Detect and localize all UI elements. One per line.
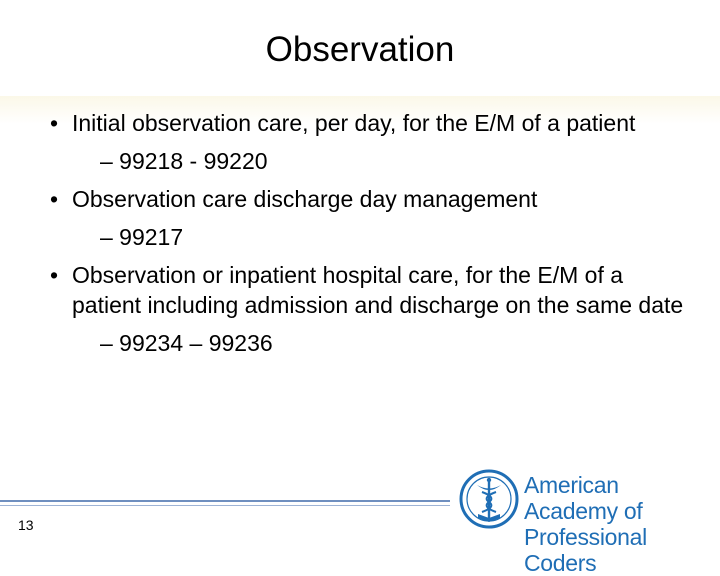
aapc-logo: [458, 466, 712, 576]
page-number: 13: [18, 517, 34, 533]
slide-content: [40, 108, 690, 366]
bullet-icon: •: [50, 110, 59, 136]
footer-divider: [0, 500, 450, 510]
bullet-icon: •: [50, 186, 59, 212]
bullet-item: [40, 108, 690, 138]
bullet-text: Observation care discharge day management: [72, 186, 538, 212]
bullet-icon: •: [50, 262, 59, 288]
sub-bullet-text: – 99217: [100, 224, 184, 250]
bullet-item: [40, 184, 690, 214]
bullet-item: [40, 260, 690, 320]
caduceus-icon: [458, 468, 520, 530]
logo-text: [524, 472, 712, 576]
logo-line-1: American Academy of: [524, 472, 643, 524]
bullet-text: Observation or inpatient hospital care, for the E/M of a patient including admission and discharge on the same date: [72, 262, 684, 318]
sub-bullet-text: – 99218 - 99220: [100, 148, 268, 174]
bullet-text: Initial observation care, per day, for the E/M of a patient: [72, 110, 636, 136]
sub-bullet-text: – 99234 – 99236: [100, 330, 273, 356]
logo-line-2: Professional Coders: [524, 524, 647, 576]
slide-title: Observation: [265, 30, 455, 69]
